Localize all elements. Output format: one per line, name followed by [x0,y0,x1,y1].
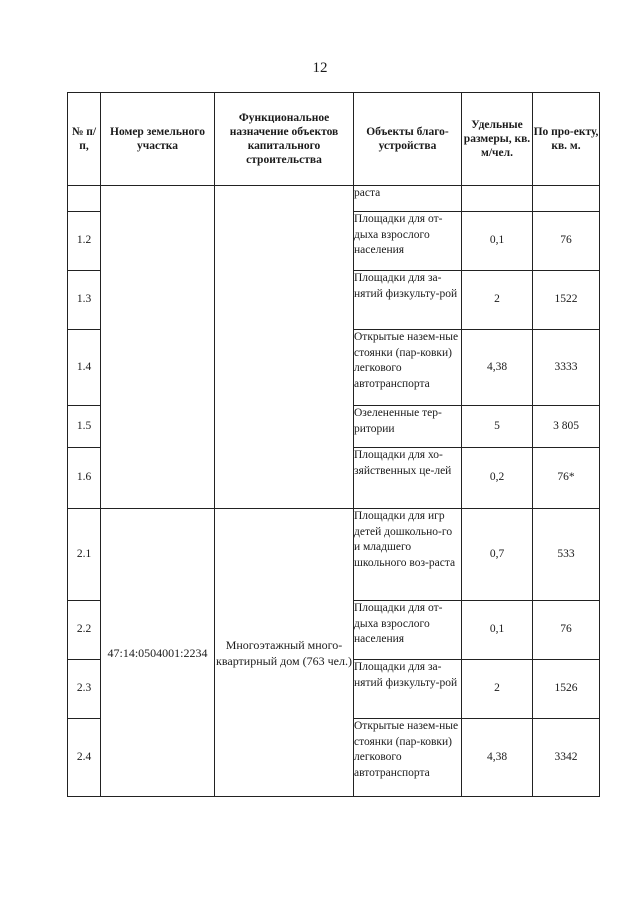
row-num: 1.4 [68,330,101,406]
header-plot: Номер земельного участка [101,93,215,186]
object-cell: Открытые назем-ные стоянки (пар-ковки) легкового автотранспорта [354,719,462,797]
project-area-cell: 76 [533,212,600,271]
project-area-cell [533,186,600,212]
header-objects: Объекты благо-устройства [354,93,462,186]
project-area-cell: 3333 [533,330,600,406]
row-num: 1.5 [68,406,101,448]
specific-size-cell: 5 [462,406,533,448]
specific-size-cell: 0,1 [462,601,533,660]
object-cell: Открытые назем-ные стоянки (пар-ковки) легкового автотранспорта [354,330,462,406]
land-plot-cell [101,186,215,509]
row-num: 1.6 [68,448,101,509]
specific-size-cell: 4,38 [462,330,533,406]
project-area-cell: 1526 [533,660,600,719]
header-specific: Удельные размеры, кв. м/чел. [462,93,533,186]
specific-size-cell: 0,7 [462,509,533,601]
table-row [68,186,600,212]
specific-size-cell: 2 [462,660,533,719]
object-cell: Озелененные тер-ритории [354,406,462,448]
row-num: 1.2 [68,212,101,271]
object-cell: Площадки для за-нятий физкульту-рой [354,660,462,719]
row-num: 1.3 [68,271,101,330]
function-cell [215,186,354,509]
specific-size-cell: 0,1 [462,212,533,271]
row-num: 2.2 [68,601,101,660]
land-plot-cell: 47:14:0504001:2234 [101,509,215,797]
table-row [68,509,600,601]
header-row [68,93,600,186]
row-num: 2.1 [68,509,101,601]
project-area-cell: 533 [533,509,600,601]
project-area-cell: 76 [533,601,600,660]
object-cell: Площадки для от-дыха взрослого населения [354,212,462,271]
specific-size-cell [462,186,533,212]
project-area-cell: 76* [533,448,600,509]
project-area-cell: 3342 [533,719,600,797]
object-cell: Площадки для игр детей дошкольно-го и младшего школьного воз-раста [354,509,462,601]
header-project: По про-екту, кв. м. [533,93,600,186]
function-cell: Многоэтажный много-квартирный дом (763 чел.) [215,509,354,797]
landscaping-table [67,92,600,797]
header-num: № п/п, [68,93,101,186]
object-cell: Площадки для за-нятий физкульту-рой [354,271,462,330]
page-number: 12 [312,60,328,76]
row-num [68,186,101,212]
header-func: Функциональное назначение объектов капитального строительства [215,93,354,186]
object-cell: Площадки для от-дыха взрослого населения [354,601,462,660]
specific-size-cell: 4,38 [462,719,533,797]
project-area-cell: 3 805 [533,406,600,448]
row-num: 2.4 [68,719,101,797]
object-cell: Площадки для хо-зяйственных це-лей [354,448,462,509]
specific-size-cell: 0,2 [462,448,533,509]
project-area-cell: 1522 [533,271,600,330]
object-cell: раста [354,186,462,212]
specific-size-cell: 2 [462,271,533,330]
row-num: 2.3 [68,660,101,719]
